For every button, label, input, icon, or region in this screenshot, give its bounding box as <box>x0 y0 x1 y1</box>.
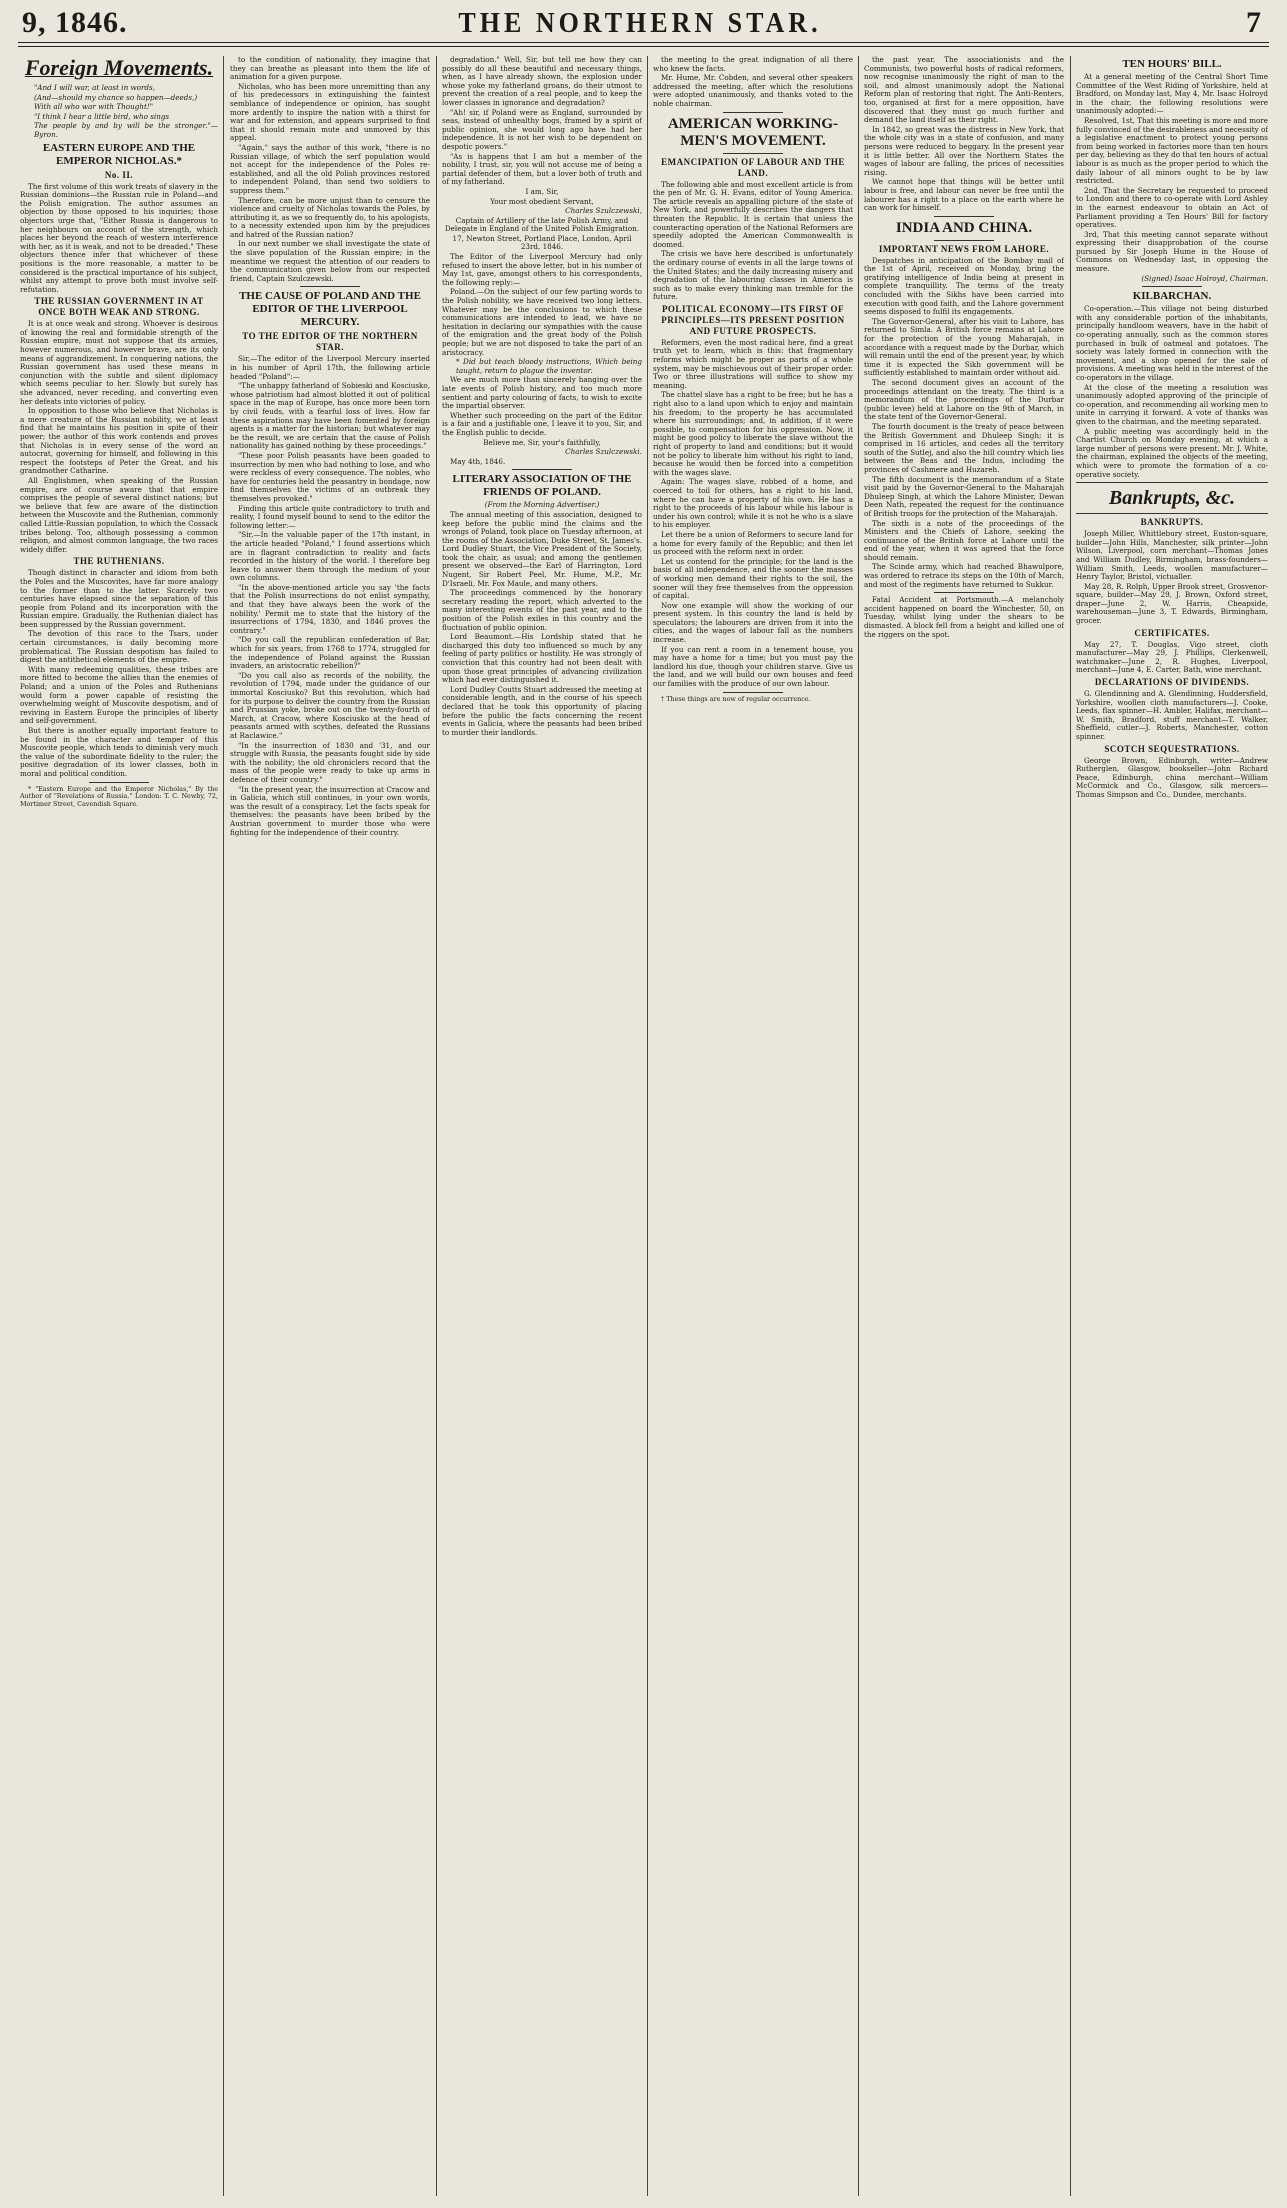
paragraph: degradation." Well, Sir, but tell me how they can possibly do all these beautiful and necessary things, when, as I have already shown, the explosion under whose yoke my fatherland groans, do their utmost to prevent the creation of a real people, and to keep the lower classes in ignorance and degradation? <box>442 56 642 107</box>
epigraph-line: "I think I hear a little bird, who sings <box>34 111 170 121</box>
paragraph: The devotion of this race to the Tsars, under certain circumstances, is daily becoming more problematical. The Russian despotism has failed to digest the antithetical elements of the empire. <box>20 629 218 665</box>
paragraph: In our next number we shall investigate the state of the slave population of the Russian empire; in the meantime we request the attention of our readers to the communication given below from our respected friend, Captain Szulczewski. <box>230 239 430 283</box>
subheading: BANKRUPTS. <box>1140 517 1204 528</box>
paragraph: A public meeting was accordingly held in the Chartist Church on Monday evening, at which a large number of persons were present. Mr. J. White, the chairman, explained the objects of the meeting, which were to promote the formation of a co-operative society. <box>1076 426 1268 479</box>
column-divider <box>223 56 224 2196</box>
paragraph: "In the above-mentioned article you say 'the facts that the Polish insurrections do not enlist sympathy, and that they have always been the work of the nobility.' Permit me to state that the history of the insurrections of 1794, 1830, and 1846 proves the contrary." <box>230 582 430 635</box>
paragraph: Let there be a union of Reformers to secure land for a home for every family of the Republic; and then let us proceed with the reform next in order. <box>653 529 853 557</box>
paragraph: Nicholas, who has been more unremitting than any of his predecessors in extinguishing the faintest semblance of independence or opinion, has sought more ardently to inspire the nation with a thirst for war and for extension, and appears surprised to find that it should remain mute and unmoved by this appeal. <box>230 81 430 143</box>
paragraph: Mr. Hume, Mr. Cobden, and several other speakers addressed the meeting, after which the resolutions were adopted unanimously, and thanks voted to the noble chairman. <box>653 73 853 108</box>
paragraph: The annual meeting of this association, designed to keep before the public mind the claims and the wrongs of Poland, took place on Tuesday afternoon, at the rooms of the Association, Duke Street, St. James's. Lord Dudley Stuart, the Vice President of the Society, took the chair, as usual; and among the gentlemen present we observed—the Earl of Harrington, Lord Nugent, Sir Robert Peel, Mr. Hume, M.P., Mr. D'Israeli, Mr. Fox Maule, and many others. <box>442 509 642 588</box>
paragraph: Finding this article quite contradictory to truth and reality, I found myself bound to send to the editor the following letter:— <box>230 503 430 530</box>
subheading: IMPORTANT NEWS FROM LAHORE. <box>878 243 1050 254</box>
paragraph: the meeting to the great indignation of all there who knew the facts. <box>653 56 853 73</box>
article-title: TEN HOURS' BILL. <box>1122 58 1222 70</box>
paragraph: May 27, T. Douglas, Vigo street, cloth manufacturer—May 29, J. Phillips, Clerkenwell, watchmaker—June 2, R. Hughes, Liverpool, merchant—June 4, E. Carter, Bath, wine merchant. <box>1076 639 1268 675</box>
paragraph: At a general meeting of the Central Short Time Committee of the West Riding of Yorkshire, held at Bradford, on Monday last, May 4, Mr. Isaac Holroyd in the chair, the following resolutions were unanimously adopted:— <box>1076 72 1268 116</box>
issue-date: 9, 1846. <box>22 6 128 39</box>
section-title: Bankrupts, &c. <box>1108 487 1236 510</box>
paragraph: The Governor-General, after his visit to Lahore, has returned to Simla. A British force remains at Lahore for the protection of the young Maharajah, in accordance with a request made by the Durbar, which will remain until the end of the present year, by which time it is expected the Sikh government will be sufficiently established to maintain order without aid. <box>864 316 1064 378</box>
paragraph: We cannot hope that things will be better until labour is free, and labour can never be free until the labourer has a right to a place on the earth where he can work for himself. <box>864 177 1064 213</box>
paragraph: "As is happens that I am but a member of the nobility, I trust, sir, you will not accuse me of being a partial defender of them, but a lover both of truth and of my fatherland. <box>442 151 642 187</box>
paragraph: the past year. The associationists and the Communists, two powerful hosts of radical reformers, now recognise unanimously the right of man to the soil, and almost unanimously adopt the National Reform plan of restoring that right. The Anti-Renters, too, organised at first for a mere opposition, have discovered that they must go much further and demand the land itself as their right. <box>864 56 1064 125</box>
paragraph: to the condition of nationality, they imagine that they can breathe as pleasant into them the life of animation for a given purpose. <box>230 56 430 82</box>
column-divider <box>1070 56 1071 2196</box>
paragraph: Lord Dudley Coutts Stuart addressed the meeting at considerable length, and in the course of his speech declared that he took this opportunity of placing before the public the facts concerning the recent events in Galicia, where the peasants had been bribed to murder their landlords. <box>442 684 642 737</box>
closing: Believe me, Sir, your's faithfully, <box>483 437 601 447</box>
paragraph: Fatal Accident at Portsmouth.—A melancholy accident happened on board the Winchester, 50, on Tuesday, whilst lying under the shears to be dismasted. A block fell from a height and killed one of the riggers on the spot. <box>864 595 1064 639</box>
paragraph: "Again," says the author of this work, "there is no Russian village, of which the serf population would not accept for the independence of the Poles re-established, and all the old Polish provinces restored to independent Poland, than send two soldiers to suppress them." <box>230 142 430 195</box>
divider <box>300 286 360 287</box>
epigraph-line: The people by and by will be the stronger."—Byron. <box>34 121 218 139</box>
paragraph: With many redeeming qualities, these tribes are more fitted to become the allies than the enemies of Poland; and a union of the Poles and Ruthenians would form a power capable of resisting the overwhelming weight of Muscovite despotism, and of reviving in Eastern Europe the principles of liberty and self-government. <box>20 664 218 726</box>
paragraph: The fifth document is the memorandum of a State visit paid by the Governor-General to the Maharajah Dhuleep Singh, at which the Lahore Minister, Dewan Deen Nath, repeated the request for the continuance of British troops for the protection of the Maharajah. <box>864 474 1064 518</box>
subheading: EMANCIPATION OF LABOUR AND THE LAND. <box>661 156 845 178</box>
paragraph: Joseph Miller, Whittlebury street, Euston-square, builder—John Hills, Manchester, silk printer—John Wilson, Liverpool, corn merchant—Thomas Jones and William Dudley, Birmingham, brass-founders—William Smith, Leeds, woollen manufacturer—Henry Taylor, Bristol, victualler. <box>1076 529 1268 582</box>
divider <box>1142 286 1202 287</box>
subheading: CERTIFICATES. <box>1134 627 1210 638</box>
footnote: † These things are now of regular occurrence. <box>661 694 811 703</box>
article-title: LITERARY ASSOCIATION OF THE FRIENDS OF POLAND. <box>452 473 632 499</box>
column-3 <box>442 56 642 2196</box>
divider <box>512 469 572 470</box>
article-title: THE CAUSE OF POLAND AND THE EDITOR OF THE LIVERPOOL MERCURY. <box>239 290 421 329</box>
paragraph: It is at once weak and strong. Whoever is desirous of knowing the real and formidable strength of the Russian empire, must not suppose that its armies, however numerous, and however brave, are its only means of aggrandizement. In conquering nations, the Russian government has used these means in conjunction with the subtle and silent diplomacy which seems peculiar to her. Slowly but surely has she advanced, never receding, and converting even her defeats into victories of policy. <box>20 319 218 406</box>
article-title: KILBARCHAN. <box>1132 290 1212 303</box>
article-title: EASTERN EUROPE AND THE EMPEROR NICHOLAS.* <box>42 141 196 167</box>
paragraph: Whether such proceeding on the part of the Editor is a fair and a justifiable one, I leave it to you, Sir, and the English public to decide. <box>442 410 642 437</box>
paragraph: In opposition to those who believe that Nicholas is a mere creature of the Russian nobility, we at least find that he maintains his position in spite of their power; the author of this work contends and proves that Nicholas is in every sense of the word an autocrat, governing for himself, and following in this respect the footsteps of Peter the Great, and his grandmother Catharine. <box>20 406 218 476</box>
column-divider <box>436 56 437 2196</box>
paragraph: The crisis we have here described is unfortunately the ordinary course of events in all the large towns of the United States; and the daily increasing misery and degradation of the labouring classes in America is such as to make every thinking man tremble for the future. <box>653 249 853 302</box>
paragraph: Now one example will show the working of our present system. In this country the land is held by speculators; the labourers are driven from it into the cities, and the wages of labour fall as the numbers increase. <box>653 600 853 645</box>
subheading: POLITICAL ECONOMY—ITS FIRST OF PRINCIPLES—ITS PRESENT POSITION AND FUTURE PROSPECTS. <box>661 303 845 336</box>
masthead-rule <box>18 42 1269 47</box>
subheading: THE RUTHENIANS. <box>73 556 165 567</box>
section-title: Foreign Movements. <box>24 56 214 80</box>
paragraph: Therefore, can be more unjust than to censure the violence and cruelty of Nicholas towards the Poles, by attributing it, as we so frequently do, to his apologists, to a necessity extended upon him by the prejudices and hatred of the Russian nation? <box>230 195 430 239</box>
paragraph: "In the insurrection of 1830 and '31, and our struggle with Russia, the peasants fought side by side with the nobility; the old chroniclers record that the mass of the people were ready to take up arms in defence of their country." <box>230 740 430 784</box>
paragraph: We are much more than sincerely hanging over the late events of Polish history, and too much more sentient and party colouring of facts, to wish to excite the impartial observer. <box>442 375 642 411</box>
article-number: No. II. <box>104 169 134 180</box>
article-title: INDIA AND CHINA. <box>895 219 1033 236</box>
paragraph: At the close of the meeting a resolution was unanimously adopted approving of the principle of co-operation, and recommending all working men to unite in carrying it forward. A vote of thanks was given to the chairman, and the meeting separated. <box>1076 382 1268 426</box>
paragraph: May 28, R. Rolph, Upper Brook street, Grosvenor-square, builder—May 29, J. Brown, Oxford street, draper—June 2, W. Harris, Cheapside, warehouseman—June 3, T. Edwards, Birmingham, grocer. <box>1076 581 1268 626</box>
epigraph-line: (And—should my chance so happen—deeds,) <box>34 92 198 102</box>
divider <box>934 216 994 217</box>
signature: Charles Szulczewski, <box>565 206 642 216</box>
signature-address: 17, Newton Street, Portland Place, London, April 23rd, 1846. <box>452 233 632 252</box>
signature: Charles Szulczewski. <box>565 447 642 457</box>
signature-title: Captain of Artillery of the late Polish Army, and Delegate in England of the United Polish Emigration. <box>444 215 640 234</box>
column-6 <box>1076 56 1268 2196</box>
quote: * Did but teach bloody instructions, Which being taught, return to plague the inventor. <box>456 357 642 375</box>
signature: (Signed) Isaac Holroyd, Chairman. <box>1141 273 1268 283</box>
divider <box>723 692 783 693</box>
paragraph: Despatches in anticipation of the Bombay mail of the 1st of April, received on Monday, bring the gratifying intelligence of India being at present in complete tranquillity. The terms of the treaty concluded with the Sikhs have been carried into execution with good faith, and the Lahore government seems disposed to fulfil its engagements. <box>864 255 1064 317</box>
divider <box>1076 482 1268 483</box>
paragraph: "Do you call the republican confederation of Bar, which for six years, from 1768 to 1774, struggled for the independence of Poland against the Russian invaders, an aristocratic rebellion?" <box>230 635 430 671</box>
paragraph: If you can rent a room in a tenement house, you may have a home for a time; but you must pay the landlord his due, though your children starve. Give us the land, and we will build our own houses and feed our families with the produce of our own labour. <box>653 644 853 689</box>
paragraph: Again: The wages slave, robbed of a home, and coerced to toil for others, has a right to his land, where he can have a property of his own. He has a right to the proceeds of his labour while his labour is under his own control; while it is not he who is a slave to his employer. <box>653 477 853 530</box>
salutation-heading: TO THE EDITOR OF THE NORTHERN STAR. <box>242 331 418 353</box>
paragraph: The second document gives an account of the proceedings attendant on the treaty. The third is a memorandum of the proceedings of the Durbar (public levee) held at Lahore on the 9th of March, in the state tent of the Governor-General. <box>864 378 1064 422</box>
paragraph: Though distinct in character and idiom from both the Poles and the Muscovites, have far more analogy to the former than to the latter. Scarcely two centuries have elapsed since the separation of this people from Poland and its incorporation with the Russian empire. Gradually, the Ruthenian dialect has been suppressed by the Russian government. <box>20 568 218 629</box>
article-title: AMERICAN WORKING-MEN'S MOVEMENT. <box>667 115 839 149</box>
column-4 <box>653 56 853 2196</box>
paragraph: "Do you call also as records of the nobility, the revolution of 1794, made under the guidance of our immortal Kosciusko? But this revolution, which had for its purpose to deliver the country from the Russian and Prussian yoke, broke out on the twenty-fourth of March, at Cracow, where Kosciusko at the head of peasants armed with scythes, defeated the Russians at Raclawice." <box>230 670 430 740</box>
paragraph: 3rd, That this meeting cannot separate without expressing their disapprobation of the course pursued by Sir Joseph Hume in the House of Commons on Wednesday last, in opposing the measure. <box>1076 229 1268 274</box>
masthead <box>0 0 1287 46</box>
paragraph: "In the present year, the insurrection at Cracow and in Galicia, which still continues, in your own words, was the result of a conspiracy. Let the facts speak for themselves: the peasants have been bribed by the Austrian government to murder those who were fighting for the independence of their country. <box>230 784 430 837</box>
paragraph: Sir,—The editor of the Liverpool Mercury inserted in his number of April 17th, the following article headed "Poland":— <box>230 354 430 381</box>
paragraph: "Sir,—In the valuable paper of the 17th instant, in the article headed "Poland," I found assertions which are in flagrant contradiction to reality and facts recorded in the history of the world. I therefore beg leave to answer them through the medium of your own columns. <box>230 530 430 583</box>
paragraph: The chattel slave has a right to be free; but he has a right also to a land upon which to enjoy and maintain his freedom; to the property he has accumulated where his surroundings; and, in addition, if it were possible, to compensation for his oppression. Now, it might be good policy to liberate the slave without the right of property to land and conditions; but it would not be policy to liberate him without his right to land, because he would then be forced into a competition with the wages slave. <box>653 390 853 477</box>
divider <box>934 240 994 241</box>
column-2 <box>230 56 430 2196</box>
paragraph: G. Glendinning and A. Glendinning, Huddersfield, Yorkshire, woollen cloth manufacturers—J. Cooke, Leeds, flax spinner—H. Ambler, Halifax, merchant—W. Smith, Bradford, stuff merchant—T. Walker, Sheffield, cutler—J. Roberts, Manchester, cotton spinner. <box>1076 689 1268 741</box>
column-divider <box>647 56 648 2196</box>
source-line: (From the Morning Advertiser.) <box>484 500 600 510</box>
column-5 <box>864 56 1064 2196</box>
paragraph: "These poor Polish peasants have been goaded to insurrection by men who had nothing to lose, and who were reckless of every consequence. The nobles, who have for centuries held the peasantry in bondage, now find themselves the victims of an outbreak they themselves provoked." <box>230 450 430 503</box>
closing: Your most obedient Servant, <box>490 196 594 206</box>
paragraph: "Ah! sir, if Poland were as England, surrounded by seas, instead of unhealthy bogs, framed by a spirit of public opinion, she would long ago have had her independence. It is not her wish to be dependent on despotic powers." <box>442 107 642 151</box>
page-number: 7 <box>1246 6 1261 39</box>
divider <box>723 153 783 154</box>
closing: I am, Sir, <box>525 186 559 196</box>
paragraph: But there is another equally important feature to be found in the character and temper of this Muscovite people, which tends to diminish very much the value of the subordinate fidelity to the ruler; the positive degradation of its lower classes, both in moral and political condition. <box>20 726 218 778</box>
paragraph: Let us contend for the principle; for the land is the basis of all independence, and the sooner the masses of working men demand their rights to the soil, the sooner will they free themselves from the oppression of capital. <box>653 556 853 601</box>
column-divider <box>858 56 859 2196</box>
paragraph: In 1842, so great was the distress in New York, that the whole city was in a state of confusion, and many persons were reduced to beggary. In the present year it is little better. All over the Northern States the wages of labour are falling, the prices of necessities rising. <box>864 124 1064 177</box>
column-1 <box>20 56 218 2196</box>
divider <box>1076 513 1268 514</box>
paragraph: The Editor of the Liverpool Mercury had only refused to insert the above letter, but in his number of May 1st, gave, amongst others to his correspondents, the following reply:— <box>442 252 642 287</box>
signature-date: May 4th, 1846. <box>450 456 506 466</box>
paragraph: Poland.—On the subject of our few parting words to the Polish nobility, we have received two long letters. Whatever may be the conclusions to which these communications are intended to lead, we have no hesitation in declaring our sympathies with the cause of the emigration and the great body of the Polish people; but we are not disposed to take the part of an aristocracy. <box>442 287 642 357</box>
subheading: THE RUSSIAN GOVERNMENT IN AT ONCE BOTH WEAK AND STRONG. <box>34 296 204 318</box>
subheading: DECLARATIONS OF DIVIDENDS. <box>1094 677 1250 688</box>
paragraph: Reformers, even the most radical here, find a great truth yet to learn, which is this: that fragmentary reforms which might be proper as parts of a whole system, may be mischievous out of their proper order. Two or three illustrations will suffice to show my meaning. <box>653 337 853 390</box>
divider <box>934 592 994 593</box>
paragraph: "The unhappy fatherland of Sobieski and Kosciusko, whose patriotism had almost blotted it out of political space in the map of Europe, has once more been torn by civil feuds, with a fearful loss of lives. How far these aspirations may have been fomented by foreign agents is a matter for the historian; but whatever may be the result, we are certain that the cause of Polish nationality has gained nothing by these proceedings." <box>230 381 430 451</box>
paragraph: The first volume of this work treats of slavery in the Russian dominions—the Russian rule in Poland—and the Polish emigration. The author assumes an objection by those opposed to his inquiries; those objectors urge that, "Either Russia is dangerous to her neighbours on account of the strength, which places her beyond the reach of western interference with her, as it is weak, and not to be dreaded." These objectors thence infer that whichever of these positions is the more reasonable, a matter to be considered is the practical importance of his subject, whilst any attempt to prove both must involve self-refutation. <box>20 181 218 294</box>
paragraph: Lord Beaumont.—His Lordship stated that he discharged this duty too influenced so much by any feeling of party politics or hostility. He was strongly of conviction that this country had not been dealt with upon those great principles of advancing civilization which had ever distinguished it. <box>442 632 642 685</box>
paragraph: Resolved, 1st, That this meeting is more and more fully convinced of the desirableness and necessity of a legislative enactment to protect young persons from being worked in factories more than ten hours per day, believing as they do that ten hours of actual labour is as much as the proper period to which the daily labour of all minors ought to be by law restricted. <box>1076 115 1268 186</box>
paragraph: All Englishmen, when speaking of the Russian empire, are of course aware that that empire comprises the people of several distinct nations; but we believe that few are aware of the distinction between the Muscovite and the Ruthenian, commonly called Little-Russian population, to which the Cossack tribes belong. Too, although possessing a common religion, and almost common language, the two races widely differ. <box>20 475 218 554</box>
epigraph-line: With all who war with Thought!" <box>34 102 154 112</box>
footnote: * "Eastern Europe and the Emperor Nicholas," By the Author of "Revelations of Russia." London: T. C. Newby, 72, Mortimer Street, Cavendish Square. <box>20 784 218 808</box>
paragraph: The fourth document is the treaty of peace between the British Government and Dhuleep Singh; it is comprised in 16 articles, and cedes all the territory south of the Sutlej, and also the hill country which lies between the Beas and the Indus, including the provinces of Cashmere and Huzareh. <box>864 421 1064 474</box>
newspaper-title: THE NORTHERN STAR. <box>458 6 822 39</box>
subheading: SCOTCH SEQUESTRATIONS. <box>1104 743 1240 754</box>
epigraph-line: "And I will war, at least in words, <box>34 83 155 92</box>
divider <box>723 112 783 113</box>
paragraph: Co-operation.—This village not being disturbed with any considerable portion of the inhabitants, principally handloom weavers, have in the habit of co-operating annually, such as the common stores purchased in bulk of oatmeal and potatoes. The society was lately formed in connection with the movement, and a shop opened for the sale of provisions. A meeting was held in the interest of the co-operators in the village. <box>1076 304 1268 382</box>
paragraph: The sixth is a note of the proceedings of the Ministers and the Chiefs of Lahore, seeking the continuance of the British force at Lahore until the end of the year, when it was agreed that the force should remain. <box>864 518 1064 562</box>
paragraph: The Scinde army, which had reached Bhawulpore, was ordered to retrace its steps on the 10th of March, and most of the regiments have returned to Sukkur. <box>864 562 1064 589</box>
divider <box>89 782 149 783</box>
paragraph: George Brown, Edinburgh, writer—Andrew Rutherglen, Glasgow, bookseller—John Richard Peace, Edinburgh, china merchant—William McCormick and Co., Glasgow, silk mercers—Thomas Simpson and Co., Dundee, merchants. <box>1076 755 1268 799</box>
paragraph: 2nd, That the Secretary be requested to proceed to London and there to co-operate with Lord Ashley in the earnest endeavour to obtain an Act of Parliament providing a Ten Hours' Bill for factory operatives. <box>1076 185 1268 230</box>
paragraph: The following able and most excellent article is from the pen of Mr. G. H. Evans, editor of Young America. The article reveals an appalling picture of the state of New York, and powerfully describes the dangers that threaten the Republic. It is certain that unless the counteracting operation of the National Reformers are speedily adopted the American Commonwealth is doomed. <box>653 179 853 249</box>
paragraph: The proceedings commenced by the honorary secretary reading the report, which adverted to the many interesting events of the past year, and to the position of the Polish exiles in this country and the fluctuation of public opinion. <box>442 588 642 632</box>
